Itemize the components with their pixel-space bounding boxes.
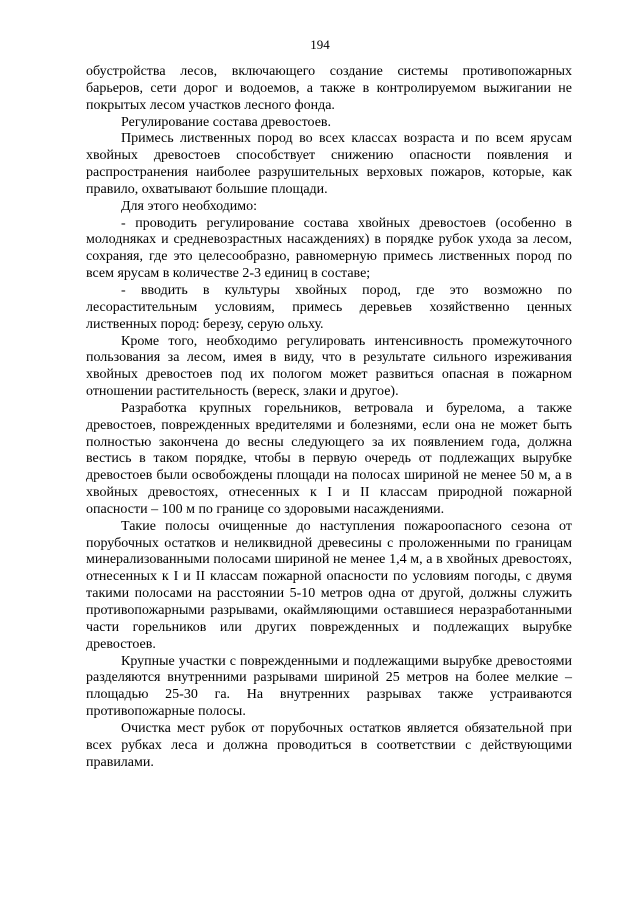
list-item: - вводить в культуры хвойных пород, где это возможно по лесорастительным условиям, примесь деревьев хозяйственно ценных лиственных пород: березу, серую ольху. bbox=[86, 282, 572, 332]
paragraph: Очистка мест рубок от порубочных остатков является обязательной при всех рубках леса и должна проводиться в соответствии с действующими правилами. bbox=[86, 720, 572, 770]
list-item: - проводить регулирование состава хвойных древостоев (особенно в молодняках и средневозрастных насаждениях) в порядке рубок ухода за лесом, сохраняя, где это целесообразно, равномерную примесь лиственных пород по всем ярусам в количестве 2-3 единиц в составе; bbox=[86, 215, 572, 282]
paragraph: Крупные участки с поврежденными и подлежащими вырубке древостоями разделяются внутренними разрывами шириной 25 метров на более мелкие – площадью 25-30 га. На внутренних разрывах также устраиваются противопожарные полосы. bbox=[86, 653, 572, 720]
body-text bbox=[86, 64, 572, 771]
paragraph: Кроме того, необходимо регулировать интенсивность промежуточного пользования за лесом, имея в виду, что в результате сильного изреживания хвойных древостоев под их пологом может развиться опасная в пожарном отношении растительность (вереск, злаки и другое). bbox=[86, 333, 572, 400]
section-heading: Регулирование состава древостоев. bbox=[121, 114, 332, 130]
paragraph: Для этого необходимо: bbox=[121, 198, 258, 214]
page-number: 194 bbox=[310, 37, 330, 52]
paragraph: Примесь лиственных пород во всех классах возраста и по всем ярусам хвойных древостоев способствует снижению опасности появления и распространения наиболее разрушительных верховых пожаров, которые, как правило, охватывают большие площади. bbox=[86, 131, 572, 197]
paragraph: Такие полосы очищенные до наступления пожароопасного сезона от порубочных остатков и неликвидной древесины с проложенными по границам минерализованными полосами шириной не менее 1,4 м, а в хвойных древостоях, отнесенных к I и II классам пожарной опасности по условиям погоды, с двумя такими полосами на расстоянии 5-10 метров одна от другой, должны служить противопожарными разрывами, окаймляющими оставшиеся неразработанными части горельников или других поврежденных и подлежащих вырубке древостоев. bbox=[86, 518, 572, 652]
paragraph: обустройства лесов, включающего создание системы противопожарных барьеров, сети дорог и водоемов, а также в контролируемом выжигании не покрытых лесом участков лесного фонда. bbox=[86, 64, 572, 113]
paragraph: Разработка крупных горельников, ветровала и бурелома, а также древостоев, поврежденных вредителями и болезнями, если она не может быть полностью закончена до весны следующего за их появлением года, должна вестись в таком порядке, чтобы в первую очередь от подлежащих вырубке древостоев были освобождены площади на полосах шириной не менее 50 м, а в хвойных древостоях, отнесенных к I и II классам природной пожарной опасности – 100 м по границе со здоровыми насаждениями. bbox=[86, 400, 572, 517]
